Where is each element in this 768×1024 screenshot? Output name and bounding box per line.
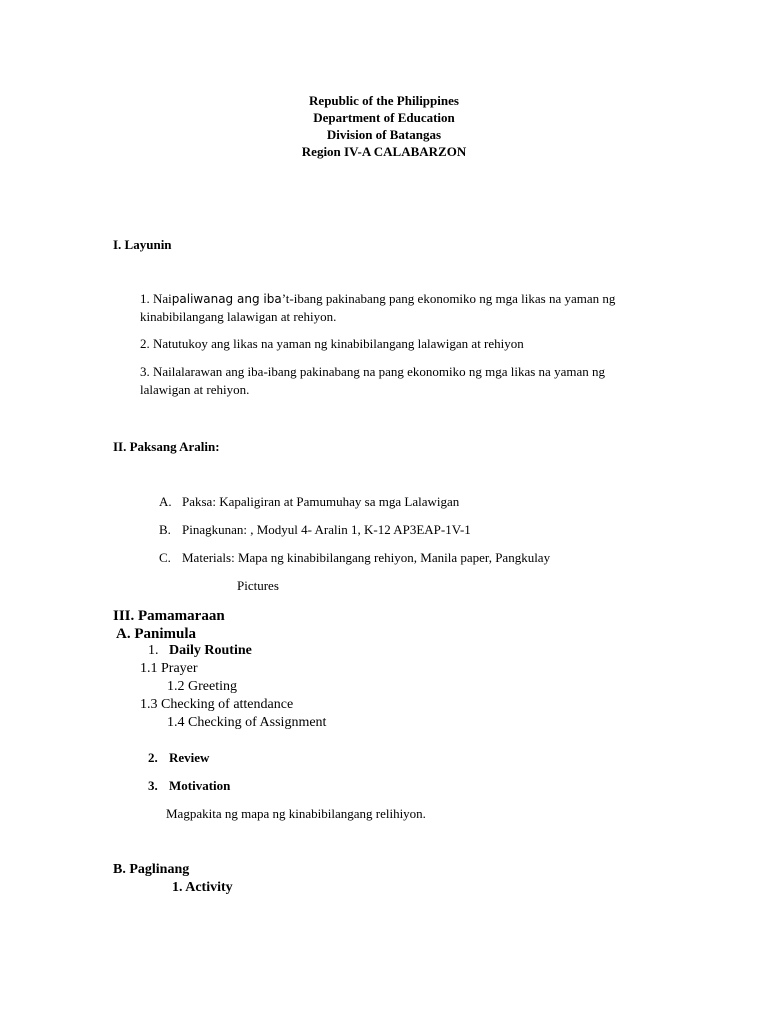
subheading-paglinang: B. Paglinang bbox=[113, 862, 190, 877]
objective-1-prefix: 1. Nai bbox=[140, 291, 172, 306]
section-heading-layunin: I. Layunin bbox=[113, 237, 172, 252]
routine-label: Daily Routine bbox=[169, 643, 252, 658]
header-division: Division of Batangas bbox=[326, 127, 442, 142]
objective-3-line-1: 3. Nailalarawan ang iba-ibang pakinabang na pang ekonomiko ng mga likas na yaman ng bbox=[140, 364, 605, 379]
routine-item-attendance: 1.3 Checking of attendance bbox=[140, 697, 294, 712]
section-heading-pamamaraan: III. Pamamaraan bbox=[113, 608, 225, 624]
header-republic: Republic of the Philippines bbox=[309, 93, 459, 108]
objective-1-mixed-font: paliwanag ang iba bbox=[171, 292, 282, 306]
list-letter-b: B. bbox=[159, 522, 171, 537]
objective-2: 2. Natutukoy ang likas na yaman ng kinabibilangang lalawigan at rehiyon bbox=[140, 336, 524, 351]
routine-item-prayer: 1.1 Prayer bbox=[140, 661, 198, 676]
list-letter-c: C. bbox=[159, 550, 171, 565]
objective-1-line-2: kinabibilangang lalawigan at rehiyon. bbox=[140, 309, 337, 324]
materials-continuation: Pictures bbox=[237, 578, 279, 593]
header-department: Department of Education bbox=[313, 110, 455, 125]
header-region: Region IV-A CALABARZON bbox=[301, 144, 467, 159]
routine-item-assignment: 1.4 Checking of Assignment bbox=[167, 715, 327, 730]
motivation-text: Magpakita ng mapa ng kinabibilangang relihiyon. bbox=[166, 806, 426, 821]
objective-3-line-2: lalawigan at rehiyon. bbox=[140, 382, 250, 397]
routine-item-greeting: 1.2 Greeting bbox=[167, 679, 237, 694]
list-item-materials: Materials: Mapa ng kinabibilangang rehiyon, Manila paper, Pangkulay bbox=[182, 550, 551, 565]
section-heading-paksang-aralin: II. Paksang Aralin: bbox=[113, 439, 220, 454]
activity-heading: 1. Activity bbox=[172, 880, 233, 895]
subheading-panimula: A. Panimula bbox=[116, 626, 197, 642]
list-letter-a: A. bbox=[159, 494, 172, 509]
objective-1-line-1 bbox=[140, 291, 615, 307]
objective-1-rest: ’t-ibang pakinabang pang ekonomiko ng mga likas na yaman ng bbox=[281, 291, 616, 306]
routine-number: 1. bbox=[148, 643, 159, 658]
list-item-paksa: Paksa: Kapaligiran at Pamumuhay sa mga Lalawigan bbox=[182, 494, 460, 509]
review-label: Review bbox=[169, 750, 210, 765]
list-item-pinagkunan: Pinagkunan: , Modyul 4- Aralin 1, K-12 AP3EAP-1V-1 bbox=[182, 522, 471, 537]
motivation-number: 3. bbox=[148, 778, 158, 793]
review-number: 2. bbox=[148, 750, 158, 765]
motivation-label: Motivation bbox=[169, 778, 231, 793]
